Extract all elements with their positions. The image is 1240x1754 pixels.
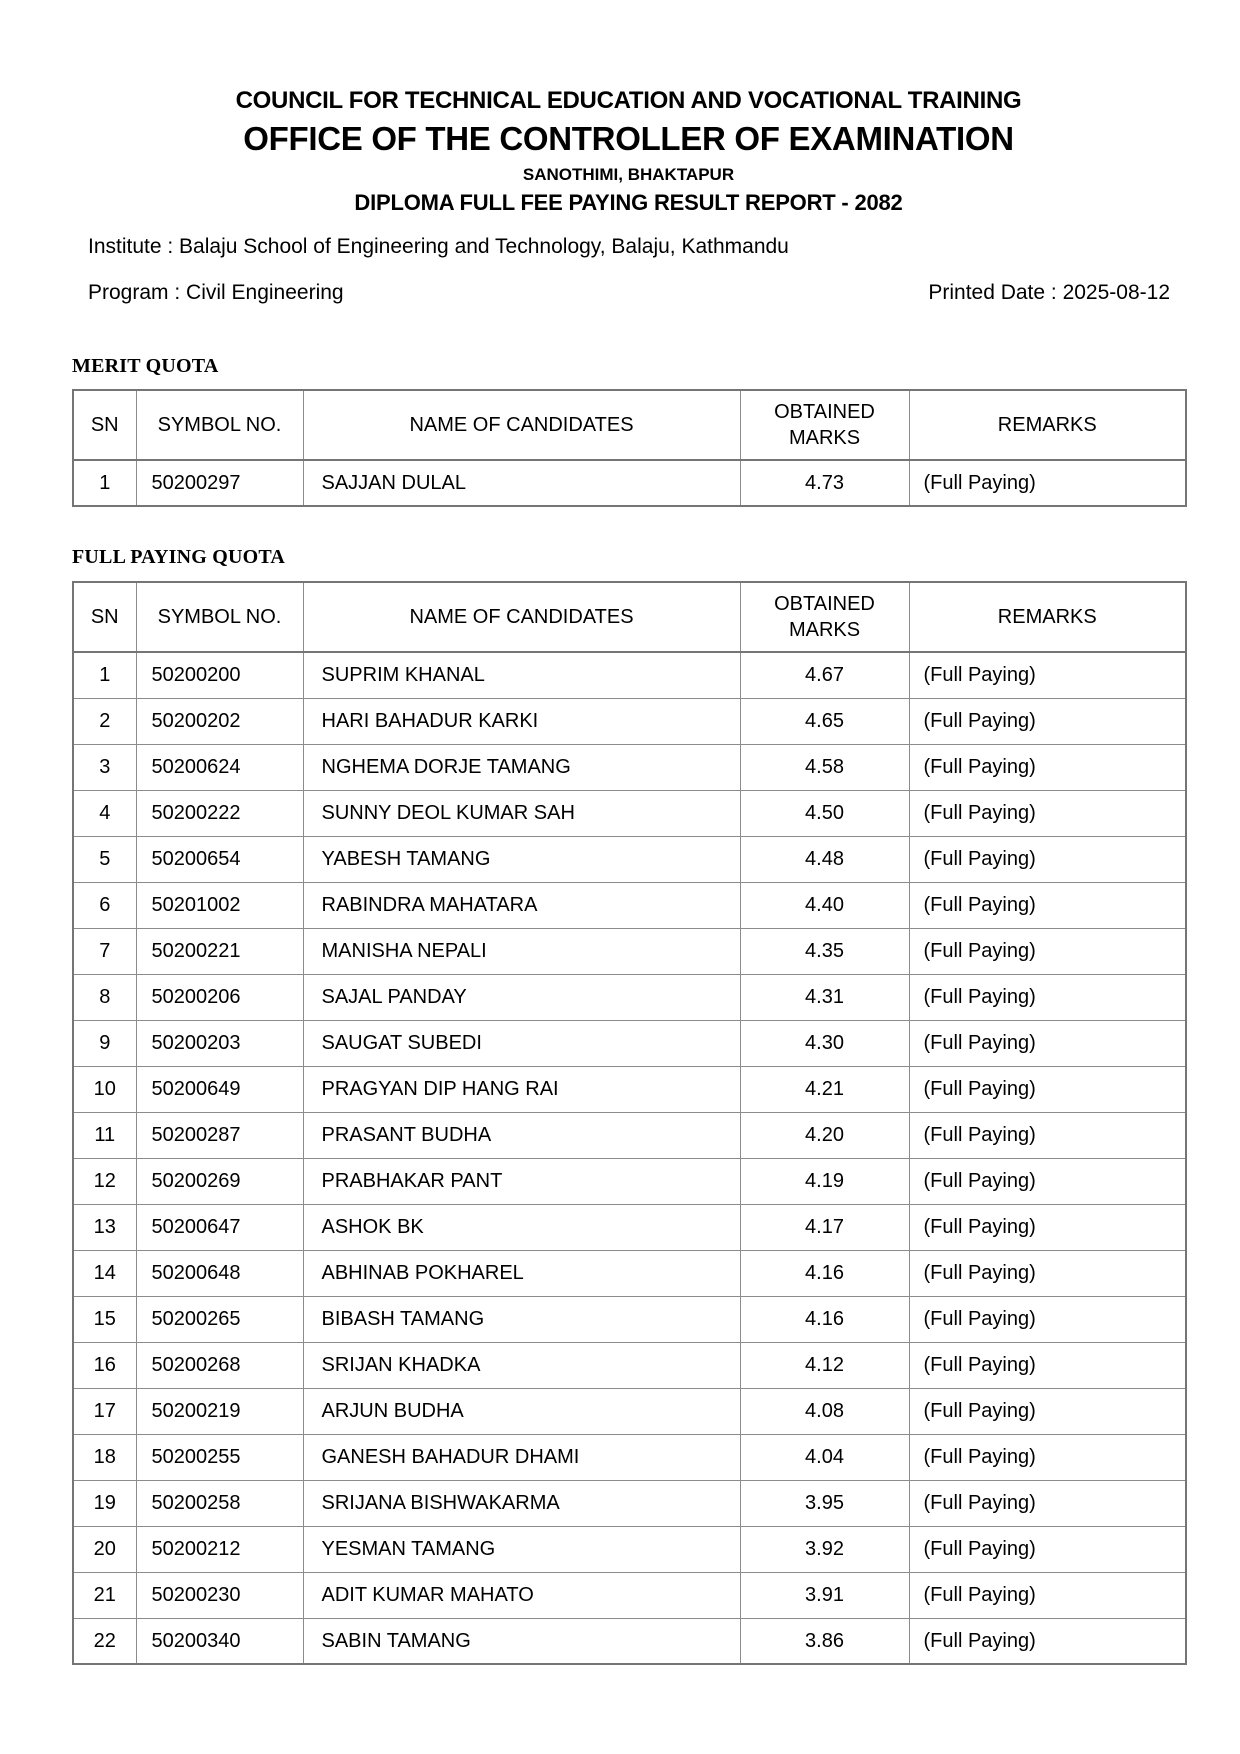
column-header-name: NAME OF CANDIDATES	[303, 390, 740, 460]
cell-sn: 7	[73, 928, 136, 974]
cell-name: ABHINAB POKHAREL	[303, 1250, 740, 1296]
cell-marks: 4.21	[740, 1066, 909, 1112]
cell-name: YABESH TAMANG	[303, 836, 740, 882]
column-header-sn: SN	[73, 582, 136, 652]
full-paying-quota-heading: FULL PAYING QUOTA	[72, 546, 286, 568]
cell-sn: 18	[73, 1434, 136, 1480]
cell-marks: 4.20	[740, 1112, 909, 1158]
cell-symbol: 50200649	[136, 1066, 303, 1112]
cell-remarks: (Full Paying)	[909, 974, 1186, 1020]
cell-name: SAJJAN DULAL	[303, 460, 740, 506]
cell-remarks: (Full Paying)	[909, 1526, 1186, 1572]
cell-remarks: (Full Paying)	[909, 652, 1186, 698]
cell-sn: 6	[73, 882, 136, 928]
cell-sn: 16	[73, 1342, 136, 1388]
cell-sn: 2	[73, 698, 136, 744]
cell-marks: 4.17	[740, 1204, 909, 1250]
column-header-remarks: REMARKS	[909, 582, 1186, 652]
cell-name: PRAGYAN DIP HANG RAI	[303, 1066, 740, 1112]
cell-remarks: (Full Paying)	[909, 1434, 1186, 1480]
column-header-symbol: SYMBOL NO.	[136, 390, 303, 460]
cell-sn: 12	[73, 1158, 136, 1204]
cell-sn: 20	[73, 1526, 136, 1572]
cell-name: YESMAN TAMANG	[303, 1526, 740, 1572]
cell-marks: 3.86	[740, 1618, 909, 1664]
cell-name: MANISHA NEPALI	[303, 928, 740, 974]
cell-remarks: (Full Paying)	[909, 1204, 1186, 1250]
table-row	[73, 744, 1186, 790]
cell-symbol: 50200624	[136, 744, 303, 790]
cell-remarks: (Full Paying)	[909, 1480, 1186, 1526]
column-header-sn: SN	[73, 390, 136, 460]
cell-symbol: 50200265	[136, 1296, 303, 1342]
cell-sn: 11	[73, 1112, 136, 1158]
cell-marks: 4.08	[740, 1388, 909, 1434]
cell-remarks: (Full Paying)	[909, 1158, 1186, 1204]
cell-name: SABIN TAMANG	[303, 1618, 740, 1664]
cell-name: BIBASH TAMANG	[303, 1296, 740, 1342]
cell-remarks: (Full Paying)	[909, 1250, 1186, 1296]
cell-name: NGHEMA DORJE TAMANG	[303, 744, 740, 790]
table-row	[73, 928, 1186, 974]
table-row	[73, 790, 1186, 836]
cell-marks: 3.92	[740, 1526, 909, 1572]
cell-symbol: 50200647	[136, 1204, 303, 1250]
cell-symbol: 50201002	[136, 882, 303, 928]
cell-marks: 4.30	[740, 1020, 909, 1066]
cell-symbol: 50200297	[136, 460, 303, 506]
cell-marks: 4.31	[740, 974, 909, 1020]
cell-symbol: 50200221	[136, 928, 303, 974]
cell-sn: 17	[73, 1388, 136, 1434]
table-row	[73, 1618, 1186, 1664]
cell-name: SAUGAT SUBEDI	[303, 1020, 740, 1066]
cell-remarks: (Full Paying)	[909, 882, 1186, 928]
program-date-row	[72, 280, 1185, 306]
cell-sn: 3	[73, 744, 136, 790]
cell-marks: 4.50	[740, 790, 909, 836]
report-title: DIPLOMA FULL FEE PAYING RESULT REPORT - 2082	[354, 190, 903, 215]
cell-name: SRIJANA BISHWAKARMA	[303, 1480, 740, 1526]
cell-name: PRABHAKAR PANT	[303, 1158, 740, 1204]
column-header-remarks: REMARKS	[909, 390, 1186, 460]
table-row	[73, 698, 1186, 744]
column-header-name: NAME OF CANDIDATES	[303, 582, 740, 652]
cell-symbol: 50200200	[136, 652, 303, 698]
cell-symbol: 50200202	[136, 698, 303, 744]
cell-remarks: (Full Paying)	[909, 698, 1186, 744]
report-content	[72, 0, 1185, 1665]
table-header-row	[73, 582, 1186, 652]
cell-symbol: 50200203	[136, 1020, 303, 1066]
cell-symbol: 50200340	[136, 1618, 303, 1664]
cell-marks: 4.16	[740, 1296, 909, 1342]
table-row	[73, 1112, 1186, 1158]
table-row	[73, 1296, 1186, 1342]
table-row	[73, 1388, 1186, 1434]
cell-sn: 15	[73, 1296, 136, 1342]
cell-remarks: (Full Paying)	[909, 1112, 1186, 1158]
cell-symbol: 50200269	[136, 1158, 303, 1204]
column-header-marks: OBTAINED MARKS	[740, 390, 909, 460]
cell-remarks: (Full Paying)	[909, 1296, 1186, 1342]
cell-sn: 10	[73, 1066, 136, 1112]
organization-title: COUNCIL FOR TECHNICAL EDUCATION AND VOCATIONAL TRAINING	[235, 87, 1022, 114]
institute-line: Institute : Balaju School of Engineering and Technology, Balaju, Kathmandu	[88, 235, 789, 258]
cell-sn: 1	[73, 460, 136, 506]
cell-remarks: (Full Paying)	[909, 460, 1186, 506]
cell-remarks: (Full Paying)	[909, 1618, 1186, 1664]
cell-name: ADIT KUMAR MAHATO	[303, 1572, 740, 1618]
table-row	[73, 1158, 1186, 1204]
cell-sn: 4	[73, 790, 136, 836]
table-row	[73, 882, 1186, 928]
cell-remarks: (Full Paying)	[909, 1342, 1186, 1388]
table-row	[73, 1480, 1186, 1526]
cell-name: RABINDRA MAHATARA	[303, 882, 740, 928]
cell-marks: 4.04	[740, 1434, 909, 1480]
cell-remarks: (Full Paying)	[909, 1066, 1186, 1112]
cell-marks: 4.40	[740, 882, 909, 928]
merit-quota-heading: MERIT QUOTA	[72, 355, 219, 377]
cell-marks: 4.48	[740, 836, 909, 882]
merit-quota-table	[72, 389, 1187, 507]
cell-sn: 1	[73, 652, 136, 698]
cell-name: SAJAL PANDAY	[303, 974, 740, 1020]
cell-marks: 4.12	[740, 1342, 909, 1388]
table-row	[73, 1066, 1186, 1112]
table-row	[73, 1342, 1186, 1388]
cell-name: PRASANT BUDHA	[303, 1112, 740, 1158]
cell-sn: 19	[73, 1480, 136, 1526]
table-header-row	[73, 390, 1186, 460]
cell-symbol: 50200206	[136, 974, 303, 1020]
cell-symbol: 50200222	[136, 790, 303, 836]
table-row	[73, 1250, 1186, 1296]
table-row	[73, 460, 1186, 506]
cell-symbol: 50200654	[136, 836, 303, 882]
printed-date-label: Printed Date : 2025-08-12	[928, 281, 1170, 304]
document-header	[72, 0, 1185, 218]
cell-name: SRIJAN KHADKA	[303, 1342, 740, 1388]
table-row	[73, 974, 1186, 1020]
table-row	[73, 652, 1186, 698]
cell-name: SUNNY DEOL KUMAR SAH	[303, 790, 740, 836]
full-paying-quota-table	[72, 581, 1187, 1665]
cell-marks: 4.58	[740, 744, 909, 790]
cell-symbol: 50200258	[136, 1480, 303, 1526]
cell-name: ASHOK BK	[303, 1204, 740, 1250]
table-row	[73, 1572, 1186, 1618]
location-subtitle: SANOTHIMI, BHAKTAPUR	[522, 165, 735, 184]
cell-marks: 3.91	[740, 1572, 909, 1618]
cell-symbol: 50200219	[136, 1388, 303, 1434]
cell-remarks: (Full Paying)	[909, 1020, 1186, 1066]
cell-name: SUPRIM KHANAL	[303, 652, 740, 698]
cell-symbol: 50200287	[136, 1112, 303, 1158]
table-row	[73, 1204, 1186, 1250]
cell-marks: 4.16	[740, 1250, 909, 1296]
cell-symbol: 50200230	[136, 1572, 303, 1618]
program-label: Program : Civil Engineering	[88, 281, 344, 304]
cell-remarks: (Full Paying)	[909, 836, 1186, 882]
cell-marks: 4.67	[740, 652, 909, 698]
cell-marks: 4.73	[740, 460, 909, 506]
cell-remarks: (Full Paying)	[909, 1388, 1186, 1434]
cell-remarks: (Full Paying)	[909, 928, 1186, 974]
cell-name: HARI BAHADUR KARKI	[303, 698, 740, 744]
cell-name: GANESH BAHADUR DHAMI	[303, 1434, 740, 1480]
cell-marks: 4.65	[740, 698, 909, 744]
cell-sn: 9	[73, 1020, 136, 1066]
cell-sn: 21	[73, 1572, 136, 1618]
cell-symbol: 50200268	[136, 1342, 303, 1388]
cell-sn: 22	[73, 1618, 136, 1664]
column-header-symbol: SYMBOL NO.	[136, 582, 303, 652]
office-title: OFFICE OF THE CONTROLLER OF EXAMINATION	[243, 120, 1014, 157]
cell-name: ARJUN BUDHA	[303, 1388, 740, 1434]
cell-sn: 14	[73, 1250, 136, 1296]
cell-remarks: (Full Paying)	[909, 744, 1186, 790]
cell-sn: 5	[73, 836, 136, 882]
table-row	[73, 1020, 1186, 1066]
cell-sn: 8	[73, 974, 136, 1020]
cell-marks: 4.19	[740, 1158, 909, 1204]
column-header-marks: OBTAINED MARKS	[740, 582, 909, 652]
table-row	[73, 1434, 1186, 1480]
table-row	[73, 1526, 1186, 1572]
cell-sn: 13	[73, 1204, 136, 1250]
cell-symbol: 50200255	[136, 1434, 303, 1480]
table-row	[73, 836, 1186, 882]
cell-remarks: (Full Paying)	[909, 1572, 1186, 1618]
cell-symbol: 50200212	[136, 1526, 303, 1572]
cell-marks: 3.95	[740, 1480, 909, 1526]
cell-remarks: (Full Paying)	[909, 790, 1186, 836]
cell-symbol: 50200648	[136, 1250, 303, 1296]
cell-marks: 4.35	[740, 928, 909, 974]
